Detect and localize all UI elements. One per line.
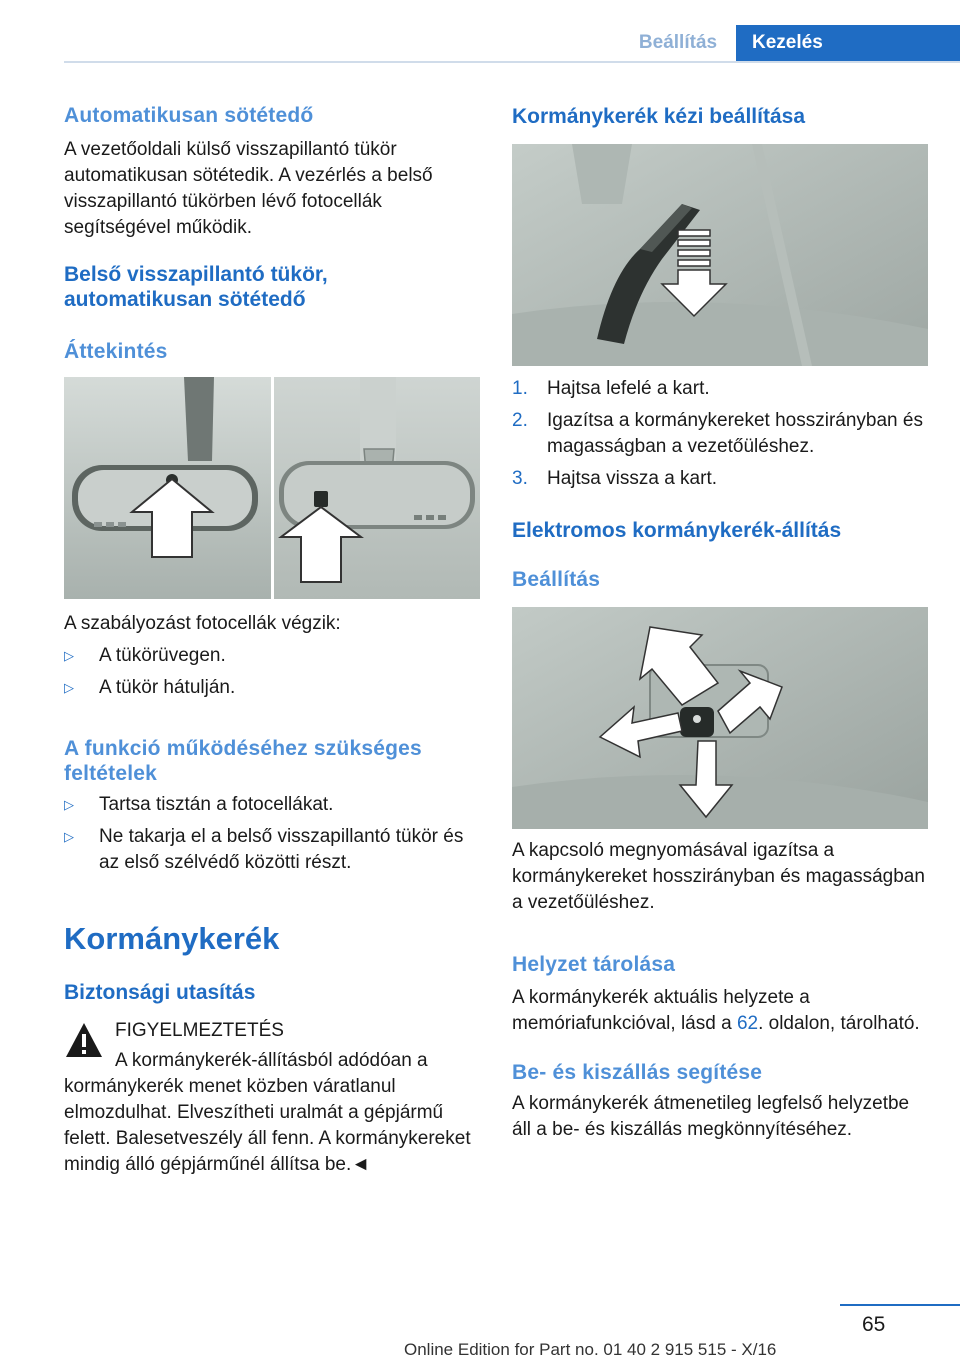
list-item: ▷ A tükör hátulján. bbox=[64, 675, 480, 701]
steering-wheel-title: Kormánykerék bbox=[64, 921, 280, 956]
manual-adjust-title: Kormánykerék kézi beállítása bbox=[512, 105, 805, 128]
requirements-list bbox=[64, 792, 480, 882]
regulation-list bbox=[64, 643, 480, 707]
entry-exit-text: A kormánykerék átmenetileg legfelső helyzetbe áll a be- és kiszállás megkönnyítéséhez. bbox=[512, 1093, 910, 1140]
triangle-right-icon: ▷ bbox=[64, 797, 74, 812]
store-position-text: A kormánykerék aktuális helyzete a memóriafunkcióval, lásd a 62. oldalon, tárolható. bbox=[512, 987, 920, 1034]
auto-dimming-text: A vezetőoldali külső visszapillantó tükör automatikusan sötétedik. A vezérlés a belső visszapillantó tükörben lévő fotocellák segítségével működik. bbox=[64, 139, 433, 238]
list-item: 2. Igazítsa a kormánykereket hosszirányban és magasságban a vezetőüléshez. bbox=[512, 410, 923, 457]
manual-steps-list bbox=[512, 376, 928, 498]
warning-label: FIGYELMEZTETÉS bbox=[115, 1020, 284, 1041]
manual-lever-figure bbox=[512, 144, 928, 366]
requirements-title: A funkció működéséhez szükséges feltételek bbox=[64, 737, 422, 785]
entry-exit-title: Be- és kiszállás segítése bbox=[512, 1061, 763, 1084]
list-item: 1. Hajtsa lefelé a kart. bbox=[512, 378, 710, 399]
triangle-right-icon: ▷ bbox=[64, 648, 74, 663]
safety-title: Biztonsági utasítás bbox=[64, 981, 256, 1004]
inner-mirror-title: Belső visszapillantó tükör, automatikusan sötétedő bbox=[64, 263, 328, 311]
page-number: 65 bbox=[862, 1313, 886, 1336]
mirror-overview-figure bbox=[64, 377, 480, 599]
regulation-text: A szabályozást fotocellák végzik: bbox=[64, 613, 341, 634]
adjust-title: Beállítás bbox=[512, 568, 601, 591]
store-position-title: Helyzet tárolása bbox=[512, 953, 676, 976]
triangle-right-icon: ▷ bbox=[64, 829, 74, 844]
warning-text: A kormánykerék-állításból adódóan a kormánykerék menet közben váratlanul elmozdulhat. Elveszítheti uralmát a gépjármű felett. Balesetveszély áll fenn. A kormánykereket mindig álló gépjárműnél állítsa be.◄ bbox=[64, 1050, 471, 1175]
list-item: ▷ Ne takarja el a belső visszapillantó tükör és az első szélvédő közötti részt. bbox=[64, 826, 464, 873]
page-reference-link[interactable]: 62 bbox=[736, 1013, 759, 1034]
electric-adjust-title: Elektromos kormánykerék-állítás bbox=[512, 519, 842, 542]
list-item: ▷ Tartsa tisztán a fotocellákat. bbox=[64, 792, 480, 818]
electric-switch-figure bbox=[512, 607, 928, 829]
list-item: ▷ A tükörüvegen. bbox=[64, 643, 480, 669]
overview-title: Áttekintés bbox=[64, 340, 168, 363]
triangle-right-icon: ▷ bbox=[64, 680, 74, 695]
auto-dimming-title: Automatikusan sötétedő bbox=[64, 104, 314, 127]
header-chapter-tab[interactable]: Kezelés bbox=[736, 25, 960, 61]
footer-rule bbox=[840, 1304, 960, 1306]
header-section-tab[interactable]: Beállítás bbox=[638, 32, 718, 53]
adjust-text: A kapcsoló megnyomásával igazítsa a kormánykereket hosszirányban és magasságban a vezetőüléshez. bbox=[512, 840, 925, 913]
list-item: 3. Hajtsa vissza a kart. bbox=[512, 468, 717, 489]
header-rule bbox=[64, 61, 960, 63]
footer-edition: Online Edition for Part no. 01 40 2 915 515 - X/16 bbox=[404, 1340, 777, 1359]
